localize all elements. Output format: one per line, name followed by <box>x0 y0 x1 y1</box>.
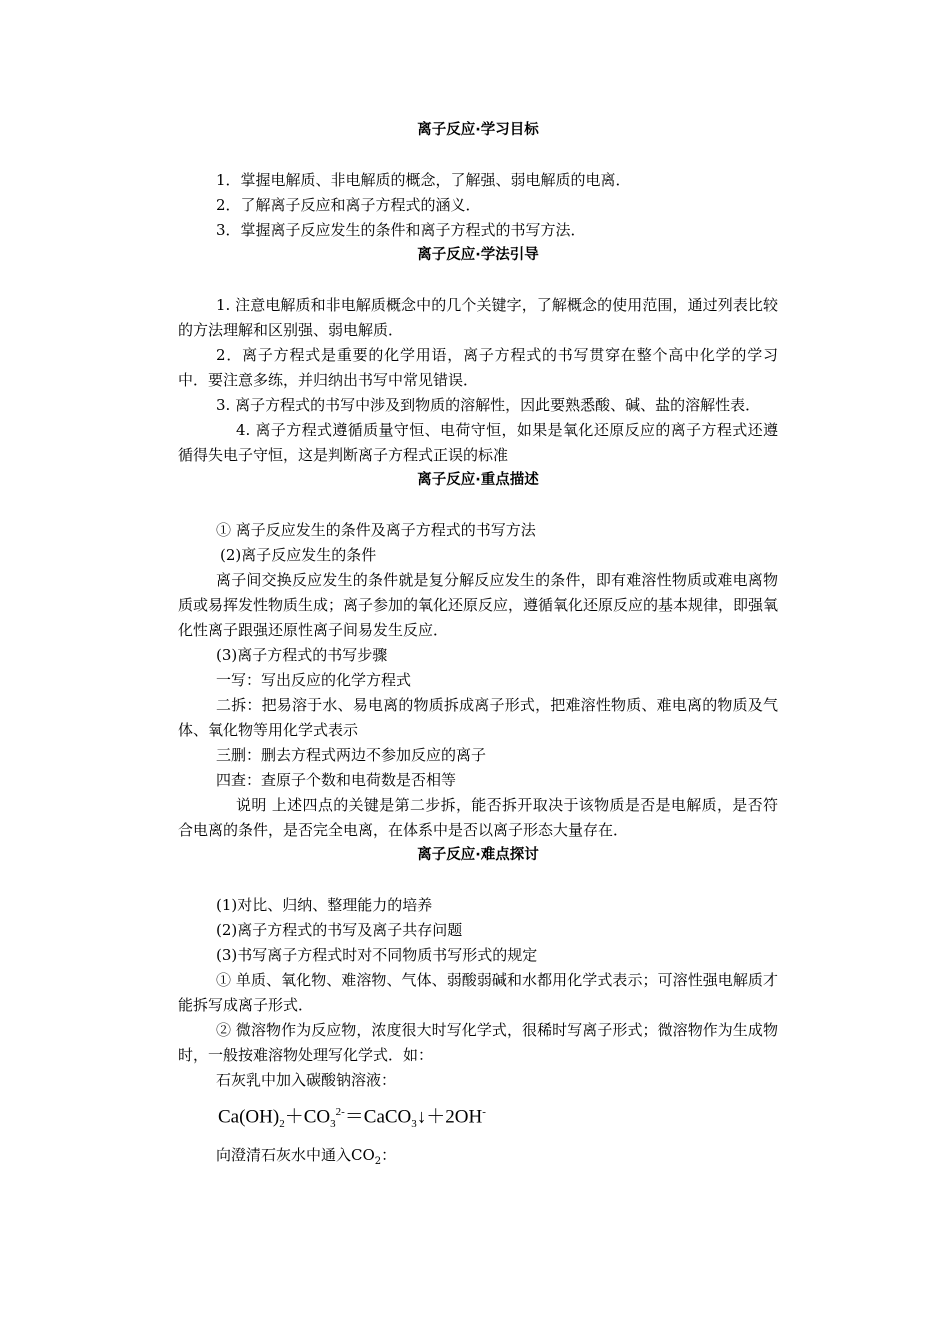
guide-item: 4. 离子方程式遵循质量守恒、电荷守恒，如果是氧化还原反应的离子方程式还遵循得失电子守恒，这是判断离子方程式正误的标准 <box>178 421 778 464</box>
guide-item: 2．离子方程式是重要的化学用语，离子方程式的书写贯穿在整个高中化学的学习中．要注意多练，并归纳出书写中常见错误． <box>178 346 778 389</box>
guide-item: 3. 离子方程式的书写中涉及到物质的溶解性，因此要熟悉酸、碱、盐的溶解性表． <box>216 396 761 414</box>
difficulty-line: (2)离子方程式的书写及离子共存问题 <box>216 921 463 939</box>
section-title-study-guide: 离子反应·学法引导 <box>417 247 539 263</box>
section-title-key-points: 离子反应·重点描述 <box>417 472 539 488</box>
difficulty-paragraph: ② 微溶物作为反应物，浓度很大时写化学式，很稀时写离子形式；微溶物作为生成物时，一般按难溶物处理写化学式．如： <box>178 1021 778 1064</box>
chemical-equation: $Ca(OH)_2+CO_3^{2-}=CaCO_3↓+2OH^-$ <box>218 1106 486 1131</box>
difficulty-line: 向澄清石灰水中通入$CO_2$： <box>216 1146 397 1168</box>
goal-item: 1．掌握电解质、非电解质的概念，了解强、弱电解质的电离． <box>216 171 631 189</box>
key-paragraph: 说明 上述四点的关键是第二步拆，能否拆开取决于该物质是否是电解质，是否符合电离的条件，是否完全电离，在体系中是否以离子形态大量存在． <box>178 796 778 839</box>
difficulty-line: (1)对比、归纳、整理能力的培养 <box>216 896 433 914</box>
key-line: 四查：查原子个数和电荷数是否相等 <box>216 771 457 789</box>
precipitate-arrow: ↓ <box>416 1106 427 1128</box>
section-title-difficulties: 离子反应·难点探讨 <box>417 847 539 863</box>
goal-item: 2．了解离子反应和离子方程式的涵义． <box>216 196 481 214</box>
key-line: ① 离子反应发生的条件及离子方程式的书写方法 <box>216 521 536 539</box>
key-paragraph: 离子间交换反应发生的条件就是复分解反应发生的条件，即有难溶性物质或难电离物质或易挥发性物质生成；离子参加的氧化还原反应，遵循氧化还原反应的基本规律，即强氧化性离子跟强还原性离子间易发生反应． <box>178 571 779 639</box>
document-page <box>178 118 778 1174</box>
key-line: (3)离子方程式的书写步骤 <box>216 646 388 664</box>
key-line: (2)离子反应发生的条件 <box>220 546 377 564</box>
key-paragraph: 二拆：把易溶于水、易电离的物质拆成离子形式，把难溶性物质、难电离的物质及气体、氧化物等用化学式表示 <box>178 696 778 739</box>
guide-item: 1. 注意电解质和非电解质概念中的几个关键字，了解概念的使用范围，通过列表比较的方法理解和区别强、弱电解质． <box>178 296 778 339</box>
difficulty-line: (3)书写离子方程式时对不同物质书写形式的规定 <box>216 946 538 964</box>
key-line: 一写：写出反应的化学方程式 <box>216 671 412 689</box>
difficulty-line: 石灰乳中加入碳酸钠溶液： <box>216 1071 397 1089</box>
section-title-learning-goals: 离子反应·学习目标 <box>417 122 539 138</box>
goal-item: 3．掌握离子反应发生的条件和离子方程式的书写方法． <box>216 221 586 239</box>
key-line: 三删：删去方程式两边不参加反应的离子 <box>216 746 487 764</box>
difficulty-paragraph: ① 单质、氧化物、难溶物、气体、弱酸弱碱和水都用化学式表示；可溶性强电解质才能拆写成离子形式． <box>178 971 778 1014</box>
